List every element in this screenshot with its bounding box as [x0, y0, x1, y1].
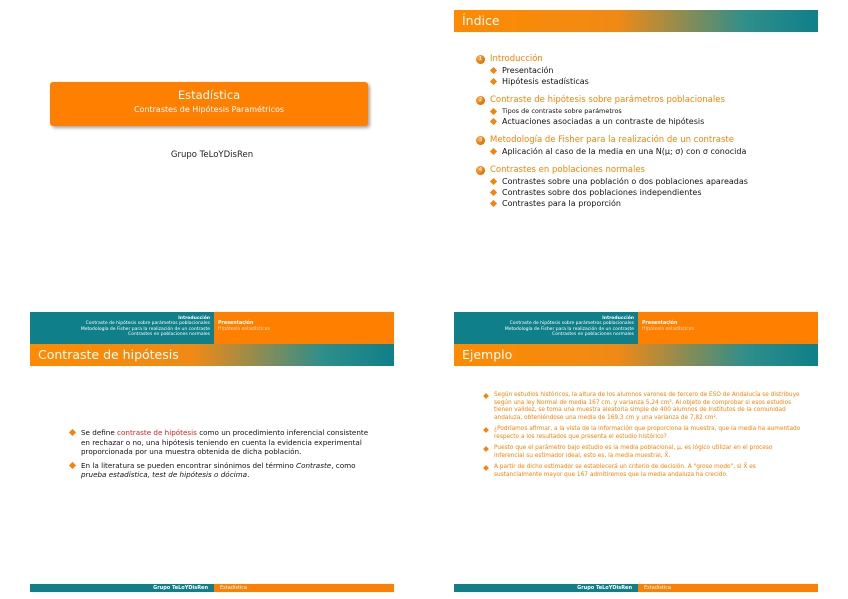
defined-term: contraste de hipótesis	[117, 428, 197, 437]
bullet-diamond-icon	[483, 465, 489, 471]
frame-title: Contraste de hipótesis	[30, 344, 394, 366]
section-number-ball-icon: 4	[476, 166, 485, 175]
item-text: como un procedimiento inferencial consistente en rechazar o no, una hipótesis teniendo en cuenta la evidencia experimental proporcionada por una muestra obtenida de dicha población.	[81, 428, 369, 456]
subsection-title[interactable]: Presentación	[502, 66, 554, 75]
footer-title: Estadística	[214, 584, 394, 592]
bullet-diamond-icon	[490, 78, 497, 85]
toc-section[interactable]	[476, 95, 816, 126]
list-item	[484, 464, 804, 479]
slide-index	[454, 10, 818, 290]
nav-subsection-link[interactable]: Hipótesis estadísticas	[642, 326, 695, 332]
footer-title: Estadística	[638, 584, 818, 592]
list-item	[484, 445, 804, 460]
subsection-title[interactable]: Contrastes sobre dos poblaciones independientes	[502, 188, 702, 197]
frame-title: Índice	[454, 10, 818, 32]
section-number-ball-icon: 1	[476, 55, 485, 64]
list-item	[484, 392, 804, 422]
section-title[interactable]: Metodología de Fisher para la realización de un contraste	[490, 135, 734, 145]
item-text: .	[247, 470, 250, 479]
emphasis-term: Contraste	[296, 460, 332, 470]
footer	[454, 584, 818, 592]
footer	[30, 584, 394, 592]
footer-author: Grupo TeLoYDisRen	[454, 584, 638, 592]
frame-title: Ejemplo	[454, 344, 818, 366]
nav-subsection-link[interactable]: Presentación	[218, 321, 254, 326]
nav-subsections	[638, 312, 818, 344]
slide-ejemplo	[454, 312, 818, 592]
subsection-title[interactable]: Aplicación al caso de la media en una N(μ; σ) con σ conocida	[502, 147, 747, 156]
item-text: A partir de dicho estimador se establecerá un criterio de decisión. A "groso modo", si X̄ es sustancialmente mayor que 167 admitiremos que la media andaluza ha crecido.	[494, 464, 756, 478]
presentation-subtitle: Contrastes de Hipótesis Paramétricos	[133, 105, 285, 114]
navigation-bar	[30, 312, 394, 344]
list-item	[70, 428, 370, 457]
bullet-diamond-icon	[490, 200, 497, 207]
bullet-diamond-icon	[69, 461, 76, 468]
item-text: , como	[331, 460, 356, 470]
table-of-contents	[476, 54, 816, 217]
navigation-bar	[454, 312, 818, 344]
emphasis-synonyms: prueba estadística, test de hipótesis o dócima	[81, 470, 248, 479]
nav-section-link[interactable]: Introducción	[178, 316, 210, 321]
nav-section-link[interactable]: Metodología de Fisher para la realización de un contraste	[80, 326, 210, 332]
nav-sections	[454, 312, 638, 344]
bullet-diamond-icon	[490, 118, 497, 125]
slide-body	[70, 428, 370, 484]
title-box	[50, 82, 368, 126]
subsection-title[interactable]: Contrastes sobre una población o dos poblaciones apareadas	[502, 177, 748, 186]
item-text: Se define	[81, 428, 118, 437]
toc-section[interactable]	[476, 165, 816, 208]
nav-subsection-link[interactable]: Presentación	[642, 321, 678, 326]
bullet-diamond-icon	[490, 189, 497, 196]
nav-subsections	[214, 312, 394, 344]
bullet-diamond-icon	[490, 178, 497, 185]
nav-section-link[interactable]: Contrastes en poblaciones normales	[551, 331, 634, 337]
bullet-diamond-icon	[490, 107, 497, 114]
nav-section-link[interactable]: Contrastes en poblaciones normales	[127, 331, 210, 337]
bullet-diamond-icon	[69, 429, 76, 436]
subsection-title[interactable]: Contrastes para la proporción	[502, 199, 621, 208]
bullet-diamond-icon	[490, 67, 497, 74]
nav-section-link[interactable]: Metodología de Fisher para la realización de un contraste	[504, 326, 634, 332]
item-text: Puesto que el parámetro bajo estudio es la media poblacional, μ, es lógico utilizar en el proceso inferencial su estimador ideal, esto es, la media muestral, X̄.	[494, 445, 773, 459]
slide-body	[484, 392, 804, 483]
item-text: En la literatura se pueden encontrar sinónimos del término	[81, 460, 297, 470]
nav-subsection-link[interactable]: Hipótesis estadísticas	[218, 326, 271, 332]
footer-author: Grupo TeLoYDisRen	[30, 584, 214, 592]
subsection-title[interactable]: Hipótesis estadísticas	[502, 77, 589, 86]
section-title[interactable]: Contraste de hipótesis sobre parámetros poblacionales	[490, 95, 725, 105]
list-item	[70, 461, 370, 480]
section-number-ball-icon: 2	[476, 96, 485, 105]
section-title[interactable]: Contrastes en poblaciones normales	[490, 165, 645, 175]
list-item	[484, 426, 804, 441]
bullet-diamond-icon	[490, 148, 497, 155]
slide-contraste	[30, 312, 394, 592]
slide-title	[30, 10, 394, 290]
bullet-diamond-icon	[483, 446, 489, 452]
bullet-diamond-icon	[483, 393, 489, 399]
bullet-diamond-icon	[483, 427, 489, 433]
toc-section[interactable]	[476, 135, 816, 156]
subsection-title[interactable]: Actuaciones asociadas a un contraste de hipótesis	[502, 117, 705, 126]
author: Grupo TeLoYDisRen	[170, 150, 254, 160]
subsection-title[interactable]: Tipos de contraste sobre parámetros	[502, 107, 622, 115]
nav-section-link[interactable]: Introducción	[602, 316, 634, 321]
item-text: Según estudios históricos, la altura de los alumnos varones de tercero de ESO de Andalucía se distribuye según una ley Normal de media 167 cm. y varianza 5,24 cm². Al objeto de comprobar si esos estudios tienen validez, se toma una muestra aleatoria simple de 400 alumnos de Institutos de la comunidad andaluza, obteniéndose una media de 169,3 cm y una varianza de 7,82 cm².	[494, 392, 800, 421]
toc-section[interactable]	[476, 54, 816, 86]
nav-sections	[30, 312, 214, 344]
nav-section-link[interactable]: Contraste de hipótesis sobre parámetros poblacionales	[509, 321, 634, 327]
section-number-ball-icon: 3	[476, 136, 485, 145]
item-text: ¿Podríamos afirmar, a la vista de la información que proporciona la muestra, que la media ha aumentado respecto a los resultados que presenta el estudio histórico?	[494, 426, 801, 440]
nav-section-link[interactable]: Contraste de hipótesis sobre parámetros poblacionales	[85, 321, 210, 327]
presentation-title: Estadística	[177, 88, 241, 102]
section-title[interactable]: Introducción	[490, 54, 543, 64]
